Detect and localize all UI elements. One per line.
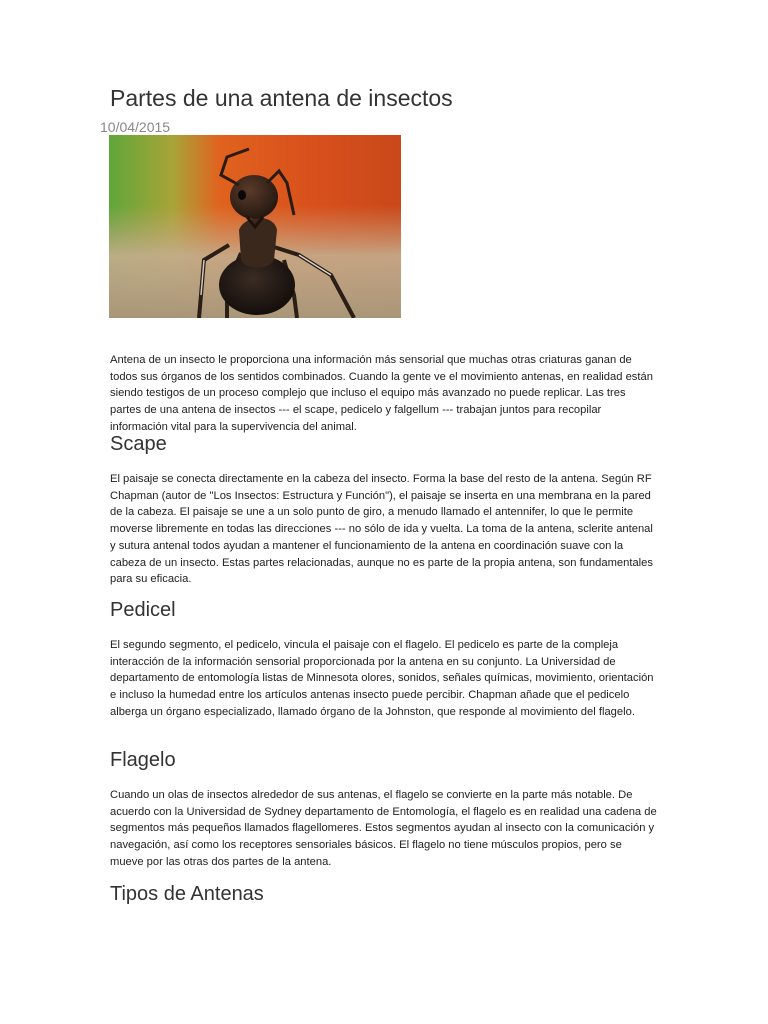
section-heading-scape: Scape [110,433,167,455]
section-body-flagelo: Cuando un olas de insectos alrededor de sus antenas, el flagelo se convierte en la parte más notable. De acuerdo con la Universidad de Sydney departamento de Entomología, el flagelo es en realidad una cadena de segmentos más pequeños llamados flagellomeres. Estos segmentos ayudan al insecto con la comunicación y navegación, así como los receptores sensoriales básicos. El flagelo no tiene músculos propios, pero se mueve por las otras dos partes de la antena. [110,789,657,868]
post-date: 10/04/2015 [100,119,171,135]
section-heading-flagelo: Flagelo [110,749,176,771]
intro-paragraph: Antena de un insecto le proporciona una información más sensorial que muchas otras criaturas ganan de todos sus órganos de los sentidos combinados. Cuando la gente ve el movimiento antenas, en realidad están siendo testigos de un proceso complejo que incluso el equipo más avanzado no puede replicar. Las tres partes de una antena de insectos --- el scape, pedicelo y falgellum --- trabajan juntos para recopilar información vital para la supervivencia del animal. [110,354,653,433]
section-body-pedicel: El segundo segmento, el pedicelo, vincula el paisaje con el flagelo. El pedicelo es parte de la compleja interacción de la información sensorial proporcionada por la antena en su conjunto. La Universidad de departamento de entomología listas de Minnesota olores, sonidos, señales químicas, movimiento, orientación e incluso la humedad entre los artículos antenas insecto puede percibir. Chapman añade que el pedicelo alberga un órgano especializado, llamado órgano de la Johnston, que responde al movimiento del flagelo. [110,639,654,718]
section-heading-pedicel: Pedicel [110,599,176,621]
page-title: Partes de una antena de insectos [110,85,453,111]
ant-photo [109,135,401,318]
section-heading-tipos: Tipos de Antenas [110,883,264,905]
section-body-scape: El paisaje se conecta directamente en la cabeza del insecto. Forma la base del resto de la antena. Según RF Chapman (autor de "Los Insectos: Estructura y Función"), el paisaje se inserta en una membrana en la pared de la cabeza. El paisaje se une a un solo punto de giro, a menudo llamado el antennifer, lo que le permite moverse libremente en todas las direcciones --- no sólo de ida y vuelta. La toma de la antena, sclerite antenal y sutura antenal todos ayudan a mantener el funcionamiento de la antena en coordinación suave con la cabeza de un insecto. Estas partes relacionadas, aunque no es parte de la propia antena, son fundamentales para su eficacia. [110,473,653,586]
